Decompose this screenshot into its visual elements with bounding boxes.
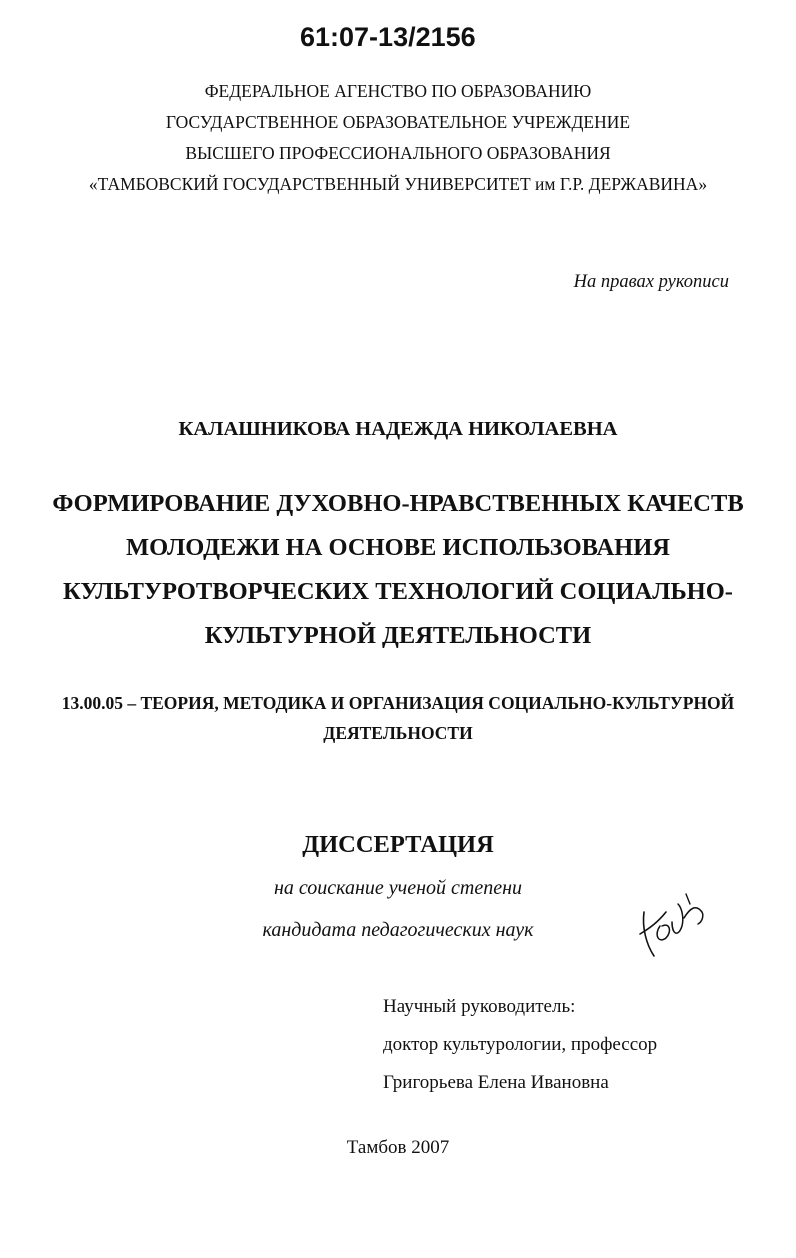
degree-line-2: кандидата педагогических наук bbox=[262, 919, 534, 941]
specialty-line-2: ДЕЯТЕЛЬНОСТИ bbox=[323, 723, 473, 743]
document-type: ДИССЕРТАЦИЯ bbox=[302, 831, 494, 858]
title-line-1: ФОРМИРОВАНИЕ ДУХОВНО-НРАВСТВЕННЫХ КАЧЕСТВ bbox=[52, 490, 744, 517]
degree-line-1: на соискание ученой степени bbox=[273, 877, 523, 899]
title-line-3: КУЛЬТУРОТВОРЧЕСКИХ ТЕХНОЛОГИЙ СОЦИАЛЬНО- bbox=[63, 578, 733, 605]
archive-stamp-code: 61:07-13/2156 bbox=[300, 22, 476, 52]
institution-line-1: ФЕДЕРАЛЬНОЕ АГЕНСТВО ПО ОБРАЗОВАНИЮ bbox=[204, 81, 592, 101]
supervisor-title: доктор культурологии, профессор bbox=[383, 1034, 658, 1055]
title-line-4: КУЛЬТУРНОЙ ДЕЯТЕЛЬНОСТИ bbox=[204, 622, 592, 649]
title-line-2: МОЛОДЕЖИ НА ОСНОВЕ ИСПОЛЬЗОВАНИЯ bbox=[126, 534, 670, 561]
manuscript-rights-note: На правах рукописи bbox=[573, 272, 729, 292]
place-and-year: Тамбов 2007 bbox=[346, 1137, 450, 1158]
institution-line-4: «ТАМБОВСКИЙ ГОСУДАРСТВЕННЫЙ УНИВЕРСИТЕТ им Г.Р. ДЕРЖАВИНА» bbox=[88, 174, 708, 194]
supervisor-label: Научный руководитель: bbox=[383, 996, 576, 1017]
institution-line-2: ГОСУДАРСТВЕННОЕ ОБРАЗОВАТЕЛЬНОЕ УЧРЕЖДЕНИЕ bbox=[165, 112, 631, 132]
institution-line-3: ВЫСШЕГО ПРОФЕССИОНАЛЬНОГО ОБРАЗОВАНИЯ bbox=[185, 143, 611, 163]
specialty-line-1: 13.00.05 – ТЕОРИЯ, МЕТОДИКА И ОРГАНИЗАЦИЯ СОЦИАЛЬНО-КУЛЬТУРНОЙ bbox=[61, 693, 735, 713]
handwritten-signature bbox=[632, 882, 712, 962]
supervisor-name: Григорьева Елена Ивановна bbox=[383, 1072, 609, 1093]
author-name: КАЛАШНИКОВА НАДЕЖДА НИКОЛАЕВНА bbox=[178, 418, 618, 440]
